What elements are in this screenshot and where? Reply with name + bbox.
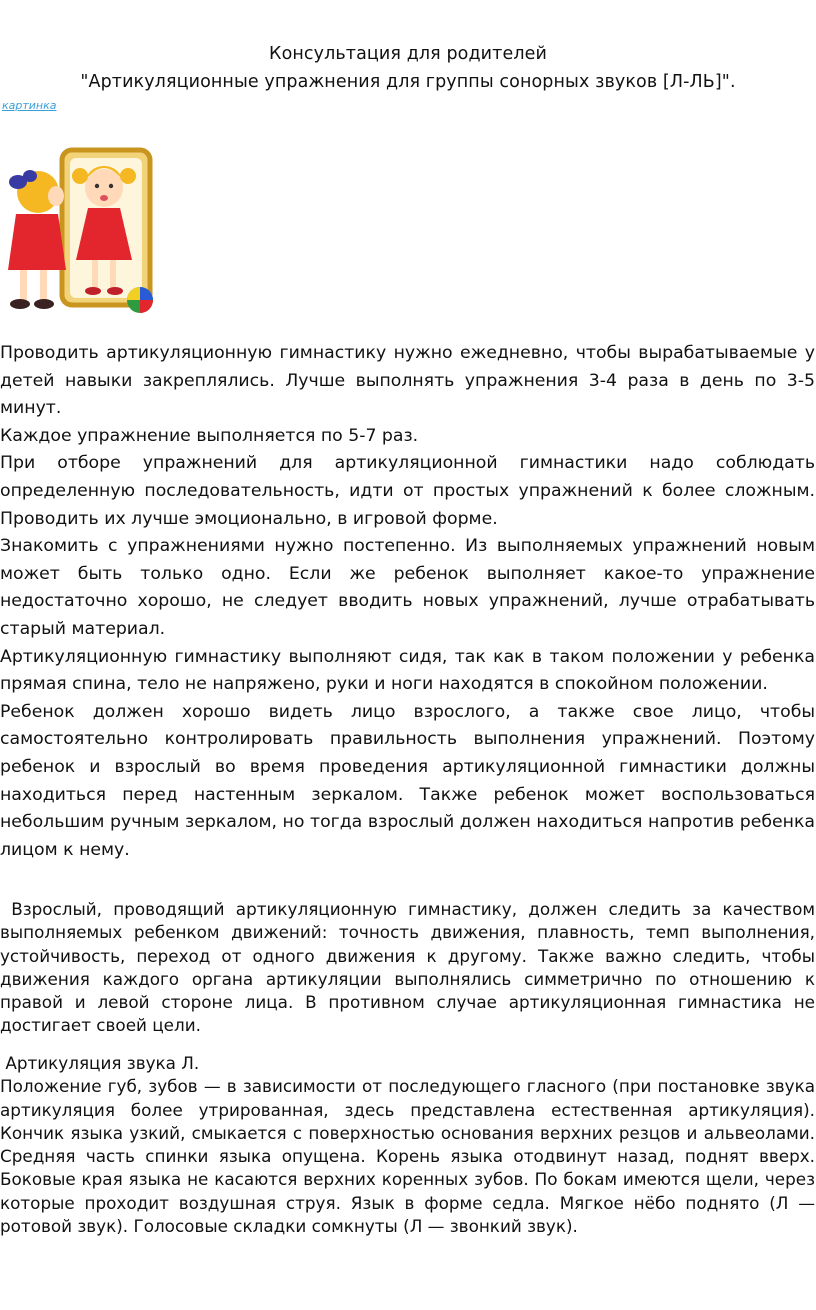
section-body: Положение губ, зубов — в зависимости от последующего гласного (при постановке звука артикуляция более утрированная, здесь представлена естественная артикуляция). Кончик языка узкий, смыкается с поверхностью основания верхних резцов и альвеолами. Средняя часть спинки языка опущена. Корень языка отодвинут назад, поднят вверх. Боковые края языка не касаются верхних коренных зубов. По бокам имеются щели, через которые проходит воздушная струя. Язык в форме седла. Мягкое нёбо поднято (Л — ротовой звук). Голосовые складки сомкнуты (Л — звонкий звук). xyxy=(0,1076,815,1237)
paragraph-daily: Проводить артикуляционную гимнастику нужно ежедневно, чтобы вырабатываемые у детей навыки закреплялись. Лучше выполнять упражнения 3-4 раза в день по 3-5 минут. xyxy=(0,343,815,419)
paragraph-mirror: Ребенок должен хорошо видеть лицо взрослого, а также свое лицо, чтобы самостоятельно контролировать правильность выполнения упражнений. Поэтому ребенок и взрослый во время проведения артикуляционной гимнастики должны находиться перед настенным зеркалом. Также ребенок может воспользоваться небольшим ручным зеркалом, но тогда взрослый должен находиться напротив ребенка лицом к нему. xyxy=(0,701,815,860)
picture-link[interactable]: картинка xyxy=(2,99,57,112)
page-subtitle: "Артикуляционные упражнения для группы сонорных звуков [Л-ЛЬ]". xyxy=(80,72,736,92)
paragraph-order: При отборе упражнений для артикуляционной гимнастики надо соблюдать определенную последовательность, идти от простых упражнений к более сложным. Проводить их лучше эмоционально, в игровой форме. xyxy=(0,453,815,529)
paragraph-adult: Взрослый, проводящий артикуляционную гимнастику, должен следить за качеством выполняемых ребенком движений: точность движения, плавность, темп выполнения, устойчивость, переход от одного движения к другому. Также важно следить, чтобы движения каждого органа артикуляции выполнялись симметрично по отношению к правой и левой стороне лица. В противном случае артикуляционная гимнастика не достигает своей цели. xyxy=(0,899,815,1036)
paragraph-repeats: Каждое упражнение выполняется по 5-7 раз. xyxy=(0,425,419,446)
articulation-section xyxy=(0,1052,815,1238)
intro-text xyxy=(0,340,815,864)
page-title: Консультация для родителей xyxy=(269,44,547,64)
paragraph-sitting: Артикуляционную гимнастику выполняют сидя, так как в таком положении у ребенка прямая спина, тело не напряжено, руки и ноги находятся в спокойном положении. xyxy=(0,646,815,695)
adult-text xyxy=(0,898,815,1038)
girls-mirror-illustration xyxy=(0,140,160,320)
section-heading: Артикуляция звука Л. xyxy=(0,1053,200,1073)
paragraph-gradual: Знакомить с упражнениями нужно постепенно. Из выполняемых упражнений новым может быть только одно. Если же ребенок выполняет какое-то упражнение недостаточно хорошо, не следует вводить новых упражнений, лучше отрабатывать старый материал. xyxy=(0,536,815,639)
